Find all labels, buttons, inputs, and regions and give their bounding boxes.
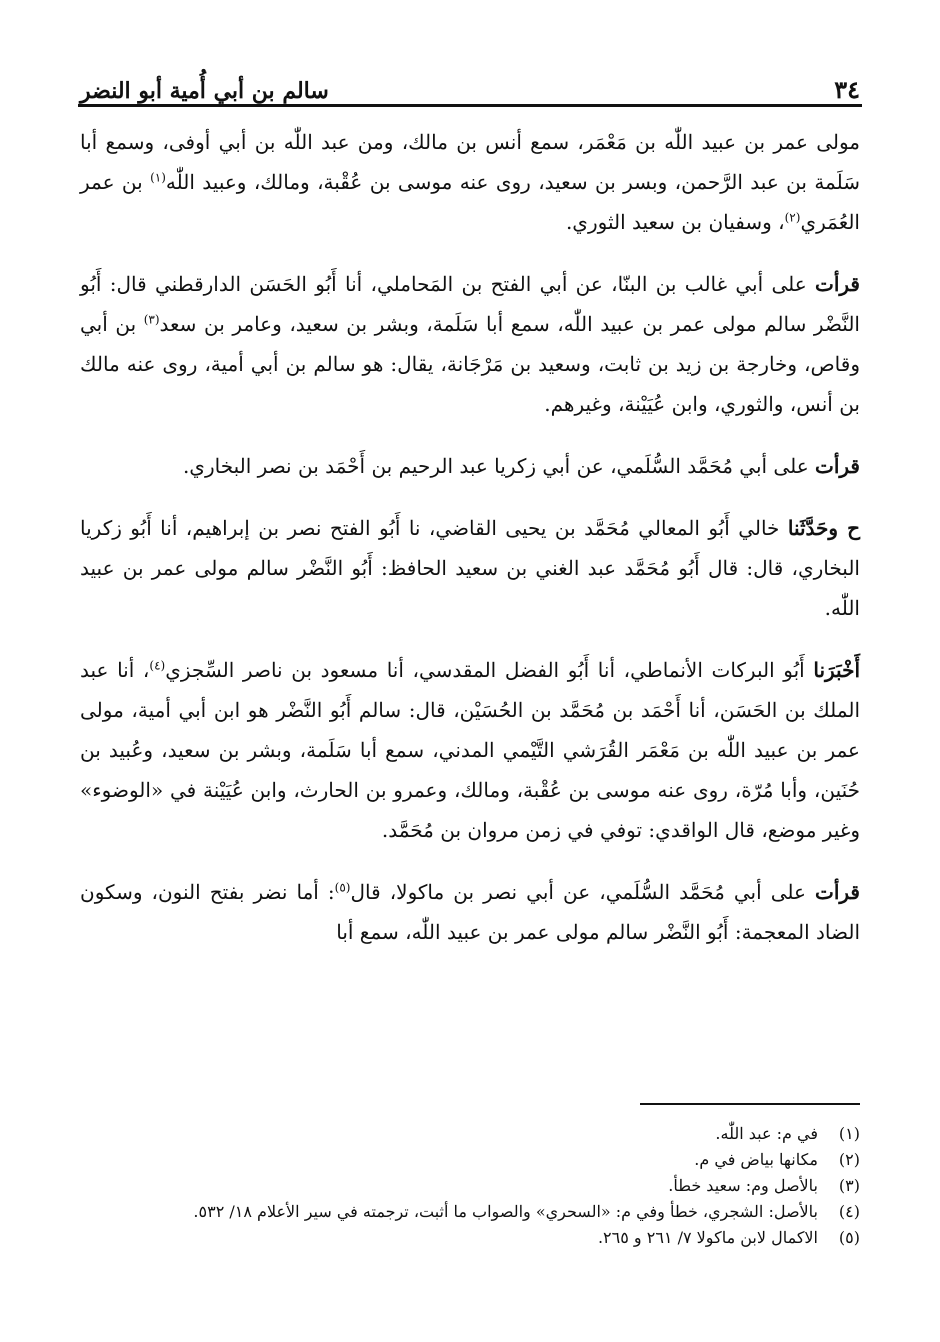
- paragraph-1-text-2: بن عمر العُمَري: [80, 170, 860, 234]
- footnote-text: الاكمال لابن ماكولا ٧/ ٢٦١ و ٢٦٥.: [597, 1228, 818, 1247]
- body-text: [80, 122, 860, 974]
- paragraph-5-lead: أَخْبَرَنا: [813, 658, 861, 682]
- paragraph-5: [80, 650, 860, 850]
- page-number: ٣٤: [834, 75, 860, 104]
- paragraph-3-lead: قرأت: [815, 454, 860, 478]
- paragraph-2-text-2: بن أبي وقاص، وخارجة بن زيد بن ثابت، وسعيد بن مَرْجَانة، يقال: هو سالم بن أبي أمية، روى عنه مالك بن أنس، والثوري، وابن عُيَيْنة، وغيرهم.: [80, 312, 860, 416]
- footnote-5: [80, 1226, 860, 1250]
- note-ref-4: (٤): [149, 658, 166, 673]
- paragraph-5-text-1: أَبُو البركات الأنماطي، أنا أَبُو الفضل المقدسي، أنا مسعود بن ناصر السِّجزي: [165, 658, 814, 682]
- footnote-number: (٣): [838, 1176, 860, 1195]
- footnote-2: [80, 1148, 860, 1172]
- paragraph-6-lead: قرأت: [815, 880, 860, 904]
- footnotes: [80, 1122, 860, 1252]
- footnote-number: (١): [838, 1124, 860, 1143]
- paragraph-2: [80, 264, 860, 424]
- footnote-text: بالأصل وم: سعيد خطأ.: [668, 1176, 818, 1195]
- paragraph-1-text-3: ، وسفيان بن سعيد الثوري.: [565, 210, 785, 234]
- paragraph-6-text-1: على أبي مُحَمَّد السُّلَمي، عن أبي نصر بن ماكولا، قال: [350, 880, 816, 904]
- paragraph-2-text-1: على أبي غالب بن البنّا، عن أبي الفتح بن المَحاملي، أنا أَبُو الحَسَن الدارقطني قال: أَبُو النَّضْر سالم مولى عمر بن عبيد اللّٰه، سمع أبا سَلَمة، وبشر بن سعيد، وعامر بن سعد: [80, 272, 860, 336]
- paragraph-1-text-1: مولى عمر بن عبيد اللّٰه بن مَعْمَر، سمع أنس بن مالك، ومن عبد اللّٰه بن أبي أوفى، وسمع أبا سَلَمة بن عبد الرَّحمن، وبسر بن سعيد، روى عنه موسى بن عُقْبة، ومالك، وعبيد اللّٰه: [80, 130, 860, 194]
- paragraph-3-text-1: على أبي مُحَمَّد السُّلَمي، عن أبي زكريا عبد الرحيم بن أَحْمَد بن نصر البخاري.: [182, 454, 816, 478]
- paragraph-4-lead: ح وحَدَّثَنا: [787, 516, 860, 540]
- paragraph-6: [80, 872, 860, 952]
- paragraph-5-text-2: ، أنا عبد الملك بن الحَسَن، أنا أَحْمَد بن مُحَمَّد بن الحُسَيْن، قال: سالم أَبُو النَّضْر هو ابن أبي أمية، مولى عمر بن عبيد اللّٰه بن مَعْمَر القُرَشي التَّيْمي المدني، سمع أبا سَلَمة، وبشر بن سعيد، وعُبيد بن حُنَين، وأبا مُرّة، روى عنه موسى بن عُقْبة، ومالك، وعمرو بن الحارث، وابن عُيَيْنة في «الوضوء» وغير موضع، قال الواقدي: توفي في زمن مروان بن مُحَمَّد.: [80, 658, 860, 842]
- header-rule: [78, 104, 862, 107]
- note-ref-1: (١): [150, 170, 166, 185]
- running-title: سالم بن أبي أُمية أبو النضر: [80, 78, 329, 104]
- footnote-number: (٤): [838, 1202, 860, 1221]
- paragraph-4-text-1: خالي أَبُو المعالي مُحَمَّد بن يحيى القاضي، نا أَبُو الفتح نصر بن إبراهيم، أنا أَبُو زكريا البخاري، قال: قال أَبُو مُحَمَّد عبد الغني بن سعيد الحافظ: أَبُو النَّضْر سالم مولى عمر بن عبيد اللّٰه.: [80, 516, 860, 620]
- footnote-text: مكانها بياض في م.: [694, 1150, 818, 1169]
- footnote-number: (٢): [838, 1150, 860, 1169]
- note-ref-2: (٢): [784, 210, 801, 225]
- paragraph-2-lead: قرأت: [815, 272, 860, 296]
- page-header: [80, 60, 860, 104]
- paragraph-4: [80, 508, 860, 628]
- footnote-4: [80, 1200, 860, 1224]
- note-ref-5: (٥): [334, 880, 351, 895]
- paragraph-1: [80, 122, 860, 242]
- footnote-text: بالأصل: الشجري، خطأ وفي م: «السحري» والصواب ما أثبت، ترجمته في سير الأعلام ١٨/ ٥٣٢.: [193, 1202, 818, 1221]
- footnote-1: [80, 1122, 860, 1146]
- footnote-rule: [640, 1103, 860, 1105]
- footnote-text: في م: عبد اللّٰه.: [715, 1124, 818, 1143]
- footnote-3: [80, 1174, 860, 1198]
- paragraph-3: [80, 446, 860, 486]
- paragraph-6-text-2: : أما نضر بفتح النون، وسكون الضاد المعجمة: أَبُو النَّضْر سالم مولى عمر بن عبيد اللّٰه، سمع أبا: [80, 880, 860, 944]
- footnote-number: (٥): [838, 1228, 860, 1247]
- note-ref-3: (٣): [143, 312, 160, 327]
